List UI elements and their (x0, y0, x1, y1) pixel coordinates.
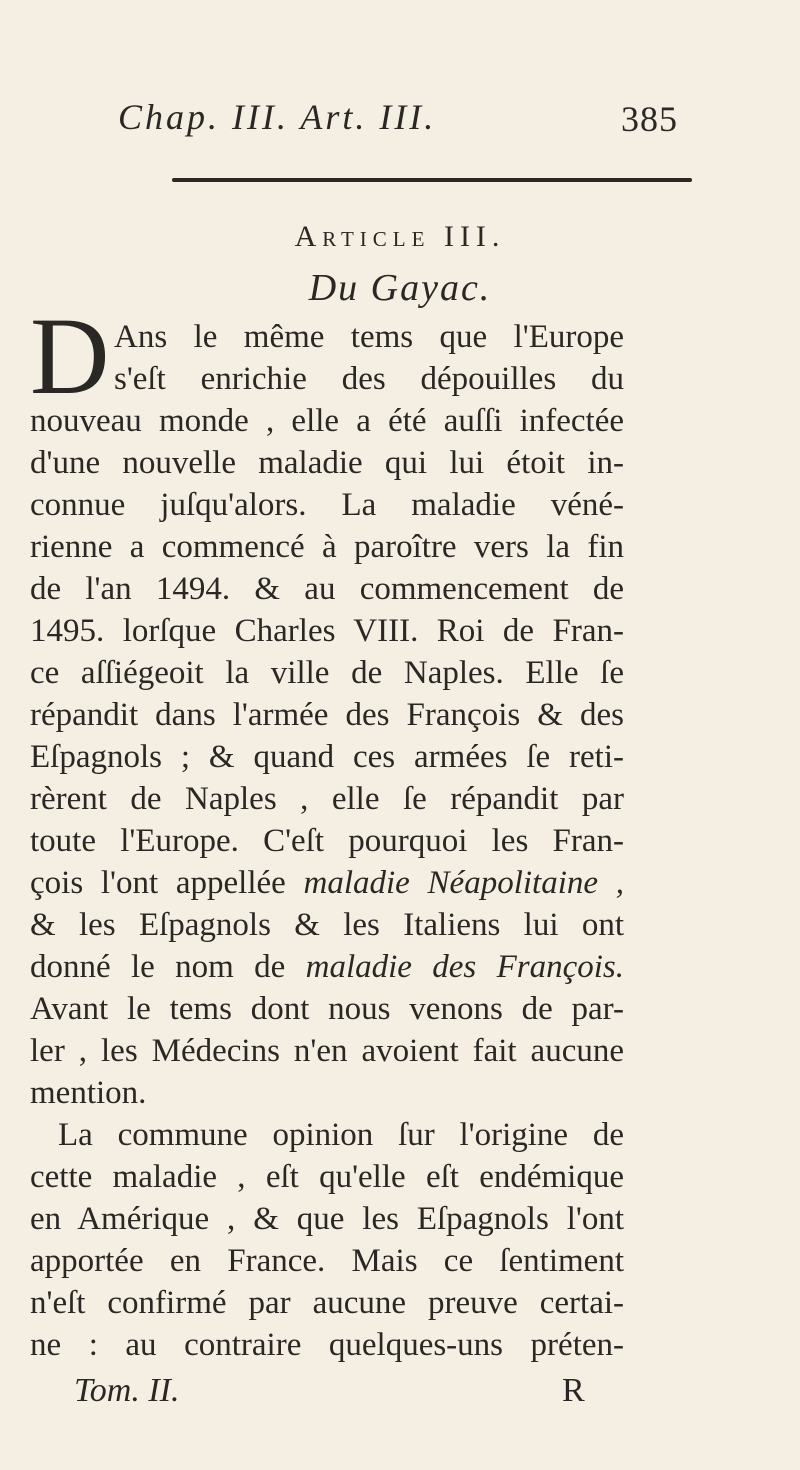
signature-mark: Tom. II. (74, 1372, 180, 1409)
text-line: ler , les Médecins n'en avoient fait aucune (30, 1033, 624, 1069)
text-line: en Amérique , & que les Eſpagnols l'ont (30, 1201, 624, 1237)
drop-cap: D (30, 295, 110, 417)
text-segment: donné le nom de (30, 949, 286, 985)
header-rule (172, 178, 692, 182)
text-line: de l'an 1494. & au commencement de (30, 571, 624, 607)
text-line: toute l'Europe. C'eſt pourquoi les Fran- (30, 823, 624, 859)
text-line: mention. (30, 1075, 147, 1111)
text-line: s'eſt enrichie des dépouilles du (114, 361, 624, 397)
italic-term: maladie Néapolitaine , (303, 865, 624, 901)
text-line: n'eſt confirmé par aucune preuve certai- (30, 1285, 624, 1321)
text-line: apportée en France. Mais ce ſentiment (30, 1243, 624, 1279)
text-line: Avant le tems dont nous venons de par- (30, 991, 624, 1027)
text-line-with-italic (30, 946, 624, 988)
text-line: Ans le même tems que l'Europe (114, 319, 624, 355)
text-line: rèrent de Naples , elle ſe répandit par (30, 781, 624, 817)
text-line: ce aſſiégeoit la ville de Naples. Elle ſe (30, 655, 624, 691)
text-line: 1495. lorſque Charles VIII. Roi de Fran- (30, 613, 624, 649)
text-line: d'une nouvelle maladie qui lui étoit in- (30, 445, 624, 481)
text-segment: çois l'ont appellée (30, 865, 286, 901)
article-heading: Article III. (294, 220, 506, 253)
text-line-with-italic (30, 862, 624, 904)
italic-term: maladie des François. (305, 949, 625, 985)
running-head (118, 96, 678, 146)
text-line: rienne a commencé à paroître vers la fin (30, 529, 624, 565)
catchword-mark: R (562, 1372, 585, 1409)
page-number: 385 (621, 99, 678, 139)
text-line: Eſpagnols ; & quand ces armées ſe reti- (30, 739, 624, 775)
text-line: connue juſqu'alors. La maladie véné- (30, 487, 624, 523)
text-line: La commune opinion ſur l'origine de (58, 1117, 624, 1153)
text-line: répandit dans l'armée des François & des (30, 697, 624, 733)
text-line: nouveau monde , elle a été auſſi infectée (30, 403, 624, 439)
text-line: & les Eſpagnols & les Italiens lui ont (30, 907, 624, 943)
text-line: ne : au contraire quelques-uns préten- (30, 1327, 624, 1363)
section-subtitle: Du Gayac. (308, 267, 492, 309)
running-head-title: Chap. III. Art. III. (118, 97, 437, 137)
text-line: cette maladie , eſt qu'elle eſt endémique (30, 1159, 624, 1195)
